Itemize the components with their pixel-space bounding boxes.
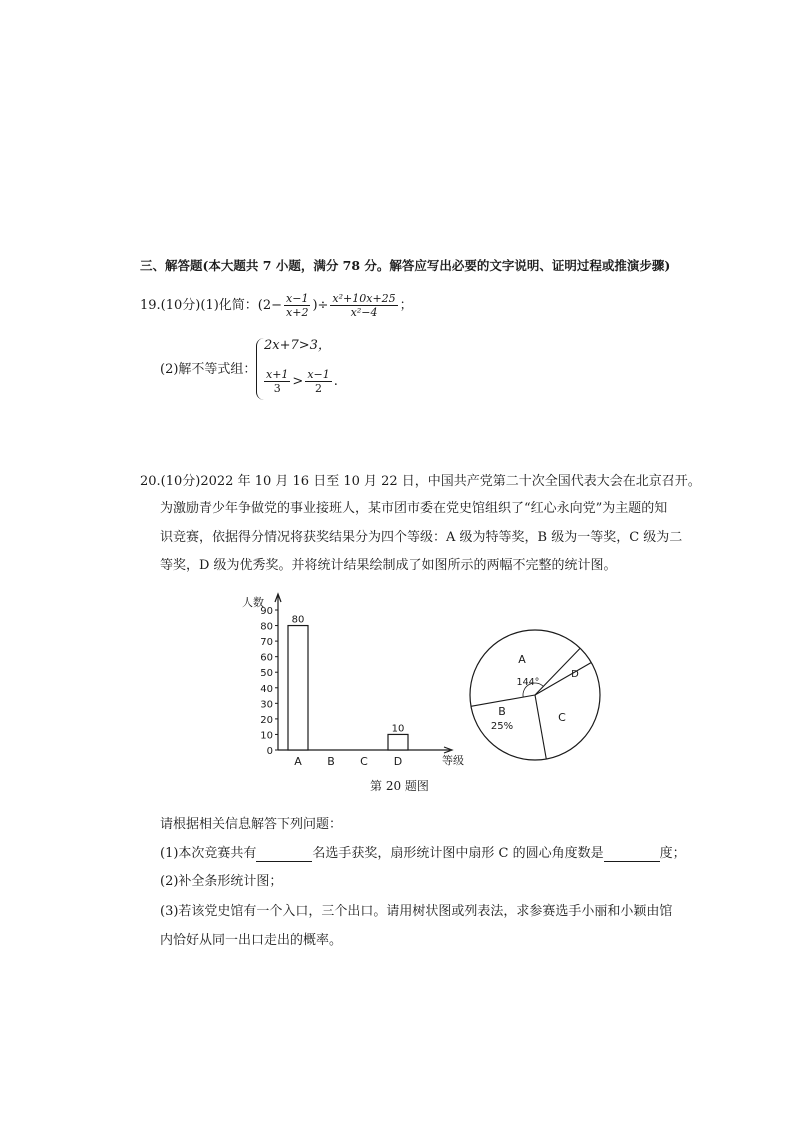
q19-fraction-1 [284,292,310,319]
y-tick-label: 30 [260,699,273,711]
q19-fraction-2 [330,292,397,319]
y-tick-label: 60 [260,652,273,664]
figure-caption: 第 20 题图 [370,779,429,793]
pie-chart [462,625,612,765]
q19-inequality-2 [262,368,338,395]
greater-than-symbol: > [292,374,304,389]
pie-label-d: D [571,669,579,680]
data-label: 80 [291,614,305,626]
answer-blank-2[interactable] [604,849,660,862]
fraction-numerator: x²+10x+25 [332,292,396,305]
q19-part2-label: (2)解不等式组： [160,362,257,377]
fraction-denominator: x+2 [286,306,309,319]
q20-line-4: 等奖，D 级为优秀奖。并将统计结果绘制成了如图所示的两幅不完整的统计图。 [160,558,617,573]
pie-label-c: C [558,711,566,724]
pie-percent-label: 25% [490,721,514,732]
fraction-numerator: x−1 [307,368,330,381]
x-tick-label: D [393,755,403,768]
q20-prompt: 请根据相关信息解答下列问题： [160,817,343,832]
section-heading: 三、解答题(本大题共 7 小题，满分 78 分。解答应写出必要的文字说明、证明过程或推演步骤) [140,258,671,273]
q19-part1 [140,292,413,319]
sub1-part-b: 名选手获奖，扇形统计图中扇形 C 的圆心角度数是 [312,846,604,861]
fraction-numerator: x−1 [286,292,309,305]
x-tick-label: C [360,755,368,768]
x-axis-label: 等级 [442,754,464,767]
fraction-denominator: x²−4 [350,306,378,319]
y-tick-label: 40 [260,683,273,695]
q20-sub2: (2)补全条形统计图； [160,874,283,889]
x-tick-label: A [294,755,302,768]
y-tick-label: 20 [260,714,273,726]
fraction-numerator: x+1 [266,368,289,381]
bar-chart [228,588,478,788]
y-tick-label: 0 [266,746,273,757]
data-label: 10 [391,723,405,735]
answer-blank-1[interactable] [256,849,312,862]
bar [388,734,408,750]
pie-label-a: A [518,653,526,666]
q20-sub1 [160,846,686,862]
q20-line-3: 识竞赛，依据得分情况将获奖结果分为四个等级：A 级为特等奖，B 级为一等奖，C 级为二 [160,530,683,545]
y-tick-label: 70 [260,637,273,649]
q19-part1-end: ； [399,298,413,313]
q20-line-1: 20.(10分)2022 年 10 月 16 日至 10 月 22 日，中国共产党第二十次全国代表大会在北京召开。 [140,474,701,489]
bar [288,626,308,750]
q20-sub3-line-2: 内恰好从同一出口走出的概率。 [160,933,343,948]
sub1-part-a: (1)本次竞赛共有 [160,846,257,861]
x-tick-label: B [327,755,335,768]
y-tick-label: 80 [260,621,273,633]
sub1-part-c: 度； [659,846,686,861]
q20-line-2: 为激励青少年争做党的事业接班人，某市团市委在党史馆组织了“红心永向党”为主题的知 [160,501,668,516]
y-tick-label: 50 [260,668,273,680]
y-tick-label: 10 [260,730,273,742]
fraction-denominator: 3 [273,382,281,395]
q19-number: 19.(10分) [140,298,201,313]
y-axis-label: 人数 [242,596,264,609]
q19-inequality-1: 2x+7>3， [264,338,331,353]
pie-angle-label: 144° [516,677,540,688]
q20-sub3-line-1: (3)若该党史馆有一个入口，三个出口。请用树状图或列表法，求参赛选手小丽和小颖由馆 [160,904,673,919]
ineq-end: . [333,374,338,389]
fraction-denominator: 2 [315,382,323,395]
pie-label-b: B [498,705,506,718]
divide-symbol: )÷ [312,298,329,313]
y-tick-label: 90 [260,606,273,617]
ineq-fraction-a [264,368,290,395]
ineq-fraction-b [305,368,331,395]
q19-part1-prefix: (1)化简：(2− [200,298,283,313]
